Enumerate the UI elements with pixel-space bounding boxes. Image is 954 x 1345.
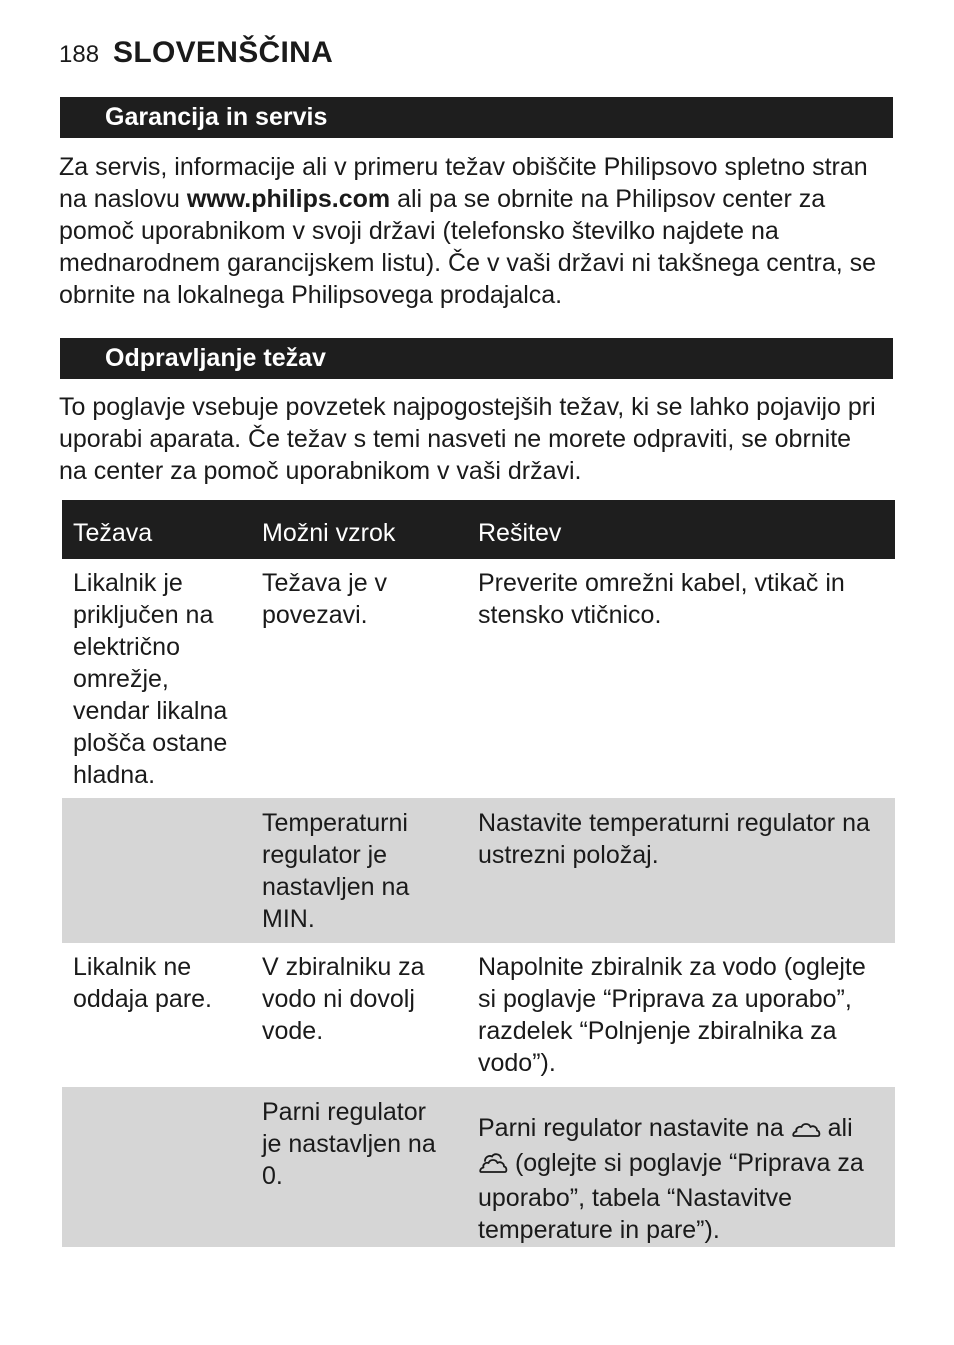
- philips-url-link[interactable]: www.philips.com: [186, 185, 391, 213]
- intro-line: uporabi aparata. Če težav s temi nasveti ne morete odpraviti, se obrnite: [59, 425, 852, 453]
- warranty-line: mednarodnem garancijskem listu). Če v vaši državi ni takšnega centra, se: [59, 249, 877, 277]
- section-heading-warranty: Garancija in servis: [60, 97, 893, 138]
- cell-cause: Parni regulator je nastavljen na 0.: [262, 1098, 436, 1190]
- column-header-problem: Težava: [73, 519, 153, 547]
- page-number: 188: [59, 41, 100, 68]
- cell-cause: Težava je v povezavi.: [262, 569, 388, 629]
- table-header-row: [62, 500, 895, 559]
- table-row: [62, 943, 895, 1087]
- intro-line: To poglavje vsebuje povzetek najpogostejših težav, ki se lahko pojavijo pri: [59, 393, 876, 421]
- cell-cause: Temperaturni regulator je nastavljen na MIN.: [262, 809, 410, 933]
- intro-line: na center za pomoč uporabnikom v vaši državi.: [59, 457, 582, 485]
- steam-high-icon: [478, 1150, 508, 1182]
- troubleshooting-intro: [59, 391, 895, 487]
- cell-problem: Likalnik ne oddaja pare.: [73, 953, 213, 1013]
- page-header: [59, 36, 333, 70]
- table-row: [62, 1087, 895, 1247]
- cell-solution: Parni regulator nastavite na ali (oglejte si poglavje “Priprava za uporabo”, tabela “Nastavitve temperature in pare”).: [478, 1114, 864, 1244]
- table-row: [62, 798, 895, 943]
- cell-problem: Likalnik je priključen na električno omrežje, vendar likalna plošča ostane hladna.: [73, 569, 228, 789]
- warranty-line: pomoč uporabnikom v svoji državi (telefonsko številko najdete na: [59, 217, 779, 245]
- cell-cause: V zbiralniku za vodo ni dovolj vode.: [262, 953, 425, 1045]
- cell-solution: Preverite omrežni kabel, vtikač in stensko vtičnico.: [478, 569, 845, 629]
- cell-solution: Nastavite temperaturni regulator na ustrezni položaj.: [478, 809, 870, 869]
- page-language-title: SLOVENŠČINA: [113, 36, 334, 69]
- cell-solution: Napolnite zbiralnik za vodo (oglejte si poglavje “Priprava za uporabo”, razdelek “Polnjenje zbiralnika za vodo”).: [478, 953, 866, 1077]
- troubleshooting-table: [62, 500, 895, 1247]
- column-header-cause: Možni vzrok: [262, 519, 396, 547]
- warranty-line: na naslovu www.philips.com ali pa se obrnite na Philipsov center za: [59, 185, 826, 213]
- warranty-paragraph: [59, 151, 895, 311]
- section-heading-troubleshooting: Odpravljanje težav: [60, 338, 893, 379]
- table-row: [62, 559, 895, 798]
- warranty-line: Za servis, informacije ali v primeru težav obiščite Philipsovo spletno stran: [59, 153, 868, 181]
- warranty-line: obrnite na lokalnega Philipsovega prodajalca.: [59, 281, 563, 309]
- steam-low-icon: [791, 1115, 821, 1147]
- column-header-solution: Rešitev: [478, 519, 562, 547]
